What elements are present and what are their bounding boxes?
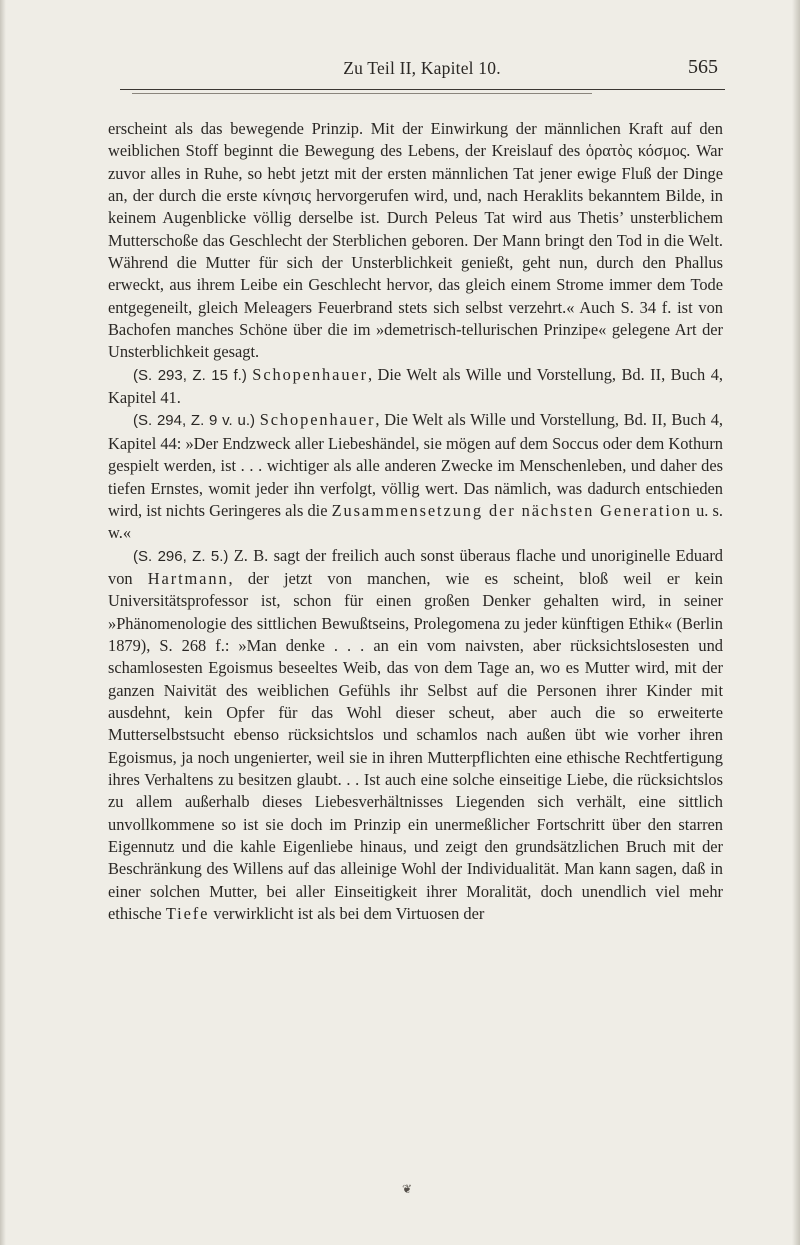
text-run: u. s. w.« (108, 500, 723, 543)
text-run: erscheint als das bewegende Prinzip. Mit der Einwirkung der männlichen Kraft auf den weiblichen Stoff beginnt die Bewegung des Lebens, der Kreislauf des ὁρατὸς κόσμος. War zuvor alles in Ruhe, so hebt jetzt mit der ersten männlichen Tat jener ewige Fluß der Dinge an, der durch die erste κίνησις hervorgerufen wird, und, nach Heraklits bekanntem Bilde, in keinem Augenblicke völlig derselbe ist. Durch Peleus Tat wird aus Thetis’ unsterblichem Mutterschoße das Geschlecht der Sterblichen geboren. Der Mann bringt den Tod in die Welt. Während die Mutter für sich der Unsterblichkeit genießt, geht nun, durch den Phallus erweckt, aus ihrem Leibe ein Geschlecht hervor, das gleich einem Strome immer dem Tode entgegeneilt, gleich Meleagers Feuerbrand stets sich selbst verzehrt.« Auch S. 34 f. ist von Bachofen manches Schöne über die im »demetrisch-tellurischen Prinzipe« gelegene Art der Unsterblichkeit gesagt. (108, 119, 723, 362)
text-run: Z. B. sagt der freilich auch sonst überaus flache und unoriginelle Eduard von (108, 545, 724, 588)
page-number: 565 (688, 56, 718, 78)
printer-mark-icon: ❦ (402, 1182, 413, 1196)
text-run: , Die Welt als Wille und Vorstellung, Bd. II, Buch 4, Kapitel 41. (108, 364, 723, 408)
body-text (108, 118, 723, 925)
reference-citation: (S. 293, Z. 15 f.) (133, 366, 247, 384)
text-run: verwirklicht ist als bei dem Virtuosen der (209, 904, 485, 924)
emphasized-text: Zusammensetzung der nächsten Generation (331, 500, 692, 520)
paragraph (108, 364, 723, 410)
emphasized-text: Tiefe (165, 904, 210, 924)
paragraph (108, 118, 723, 364)
header-rule (120, 89, 725, 90)
page-edge-shadow-right (792, 0, 800, 1245)
reference-citation: (S. 296, Z. 5.) (133, 547, 229, 565)
paragraph (108, 409, 723, 544)
header-rule-thin (132, 93, 592, 94)
text-run: , Die Welt als Wille und Vorstellung, Bd. II, Buch 4, Kapitel 44: »Der Endzweck aller Liebeshändel, sie mögen auf dem Soccus oder dem Kothurn gespielt werden, ist . . . wichtiger als alle anderen Zwecke im Menschenleben, und daher des tiefen Ernstes, womit jeder ihn verfolgt, völlig wert. Das nämlich, was dadurch entschieden wird, ist nichts Geringeres als die (108, 410, 723, 520)
emphasized-text: Hartmann (147, 568, 229, 588)
running-head: Zu Teil II, Kapitel 10. (343, 58, 501, 78)
page-header (122, 56, 722, 86)
paragraph (108, 545, 723, 926)
reference-citation: (S. 294, Z. 9 v. u.) (133, 412, 256, 430)
text-run: , der jetzt von manchen, wie es scheint, bloß weil er kein Universitätsprofessor ist, schon für einen großen Denker gehalten wird, in seiner »Phänomenologie des sittlichen Bewußtseins, Prolegomena zu jeder künftigen Ethik« (Berlin 1879), S. 268 f.: »Man denke . . . an ein vom naivsten, aber rücksichtslosesten und schamlosesten Egoismus beseeltes Weib, das von dem Tage an, wo es Mutter wird, mit der ganzen Naivität des weiblichen Gefühls ihr Selbst auf die Personen ihrer Kinder mit ausdehnt, kein Opfer für das Wohl dieser scheut, aber auch die so erweiterte Mutterselbstsucht ebenso rücksichtslos und schamlos nach außen übt wie vorher ihren Egoismus, ja noch ungenierter, weil sie in ihren Mutterpflichten eine ethische Rechtfertigung ihres Verhaltens zu besitzen glaubt. . . Ist auch eine solche einseitige Liebe, die rücksichtslos zu allem außerhalb dieses Liebesverhältnisses Liegenden sich verhält, eine sittlich unvollkommene so ist sie doch im Prinzip ein unermeßlicher Fortschritt über den starren Eigennutz und die kahle Eigenliebe hinaus, und zeigt den grundsätzlichen Bruch mit der Beschränkung des Willens auf das alleinige Wohl der Individualität. Man kann sagen, daß in einer solchen Mutter, bei aller Einseitigkeit ihrer Moralität, doch unendlich viel mehr ethische (108, 568, 724, 924)
emphasized-text: Schopenhauer (259, 410, 376, 430)
page-edge-shadow-left (0, 0, 6, 1245)
emphasized-text: Schopenhauer (252, 364, 368, 384)
